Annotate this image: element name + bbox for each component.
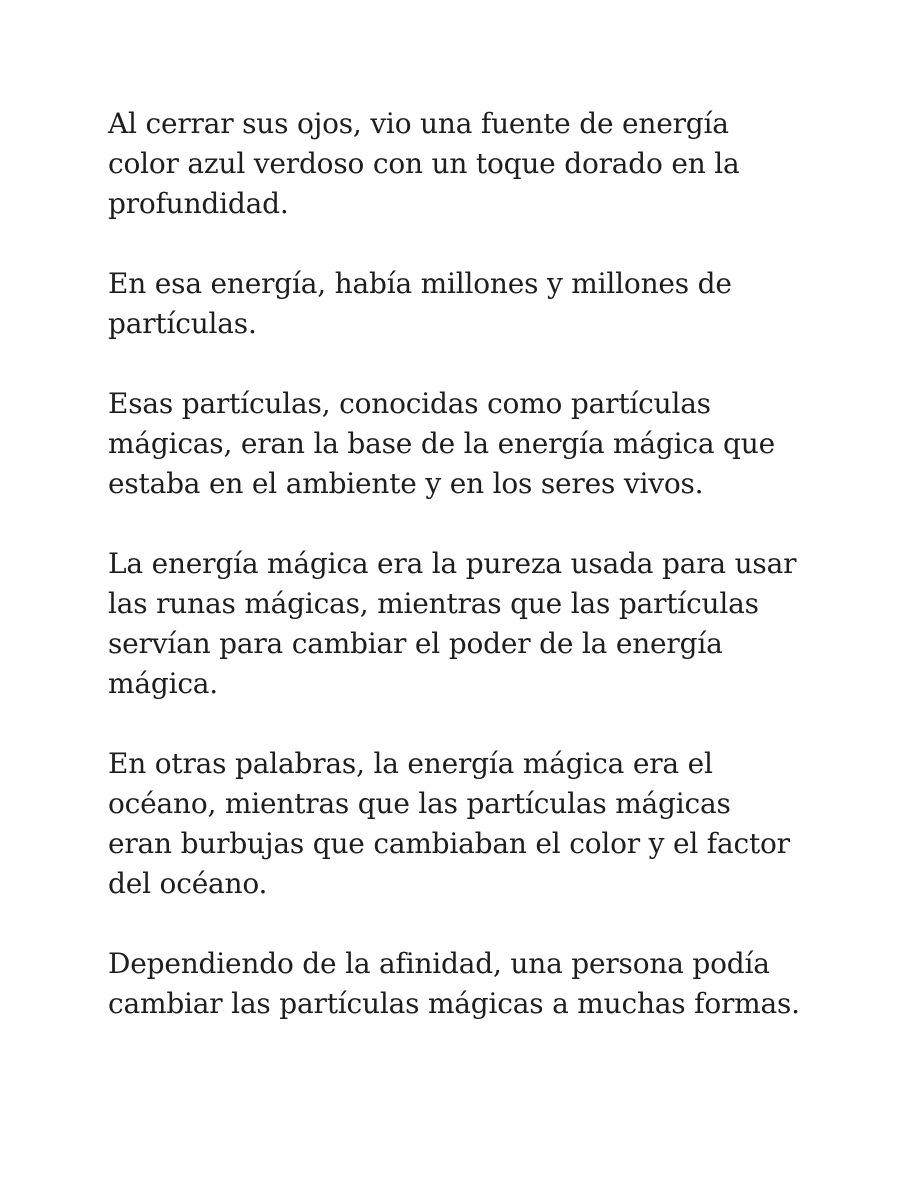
text-line: En esa energía, había millones y millones de: [108, 267, 732, 300]
paragraph: [108, 544, 808, 704]
text-line: del océano.: [108, 867, 268, 900]
paragraph: [108, 264, 808, 344]
paragraph-gap: [108, 344, 808, 384]
paragraph: [108, 744, 808, 904]
text-line: cambiar las partículas mágicas a muchas formas.: [108, 987, 800, 1020]
text-line: Dependiendo de la afinidad, una persona podía: [108, 947, 770, 980]
text-line: mágicas, eran la base de la energía mágica que: [108, 427, 775, 460]
text-line: mágica.: [108, 667, 218, 700]
paragraph-gap: [108, 704, 808, 744]
paragraph-gap: [108, 224, 808, 264]
text-line: eran burbujas que cambiaban el color y el factor: [108, 827, 790, 860]
paragraph-gap: [108, 904, 808, 944]
text-line: profundidad.: [108, 187, 289, 220]
text-line: partículas.: [108, 307, 257, 340]
text-line: Esas partículas, conocidas como partículas: [108, 387, 711, 420]
paragraph: [108, 944, 808, 1024]
document-page: [108, 104, 808, 1024]
text-line: servían para cambiar el poder de la energía: [108, 627, 723, 660]
paragraph: [108, 384, 808, 504]
text-line: color azul verdoso con un toque dorado en la: [108, 147, 740, 180]
text-line: Al cerrar sus ojos, vio una fuente de energía: [108, 107, 729, 140]
paragraph: [108, 104, 808, 224]
text-line: En otras palabras, la energía mágica era el: [108, 747, 713, 780]
text-line: La energía mágica era la pureza usada para usar: [108, 547, 797, 580]
text-line: océano, mientras que las partículas mágicas: [108, 787, 731, 820]
text-line: las runas mágicas, mientras que las partículas: [108, 587, 759, 620]
text-line: estaba en el ambiente y en los seres vivos.: [108, 467, 704, 500]
paragraph-gap: [108, 504, 808, 544]
